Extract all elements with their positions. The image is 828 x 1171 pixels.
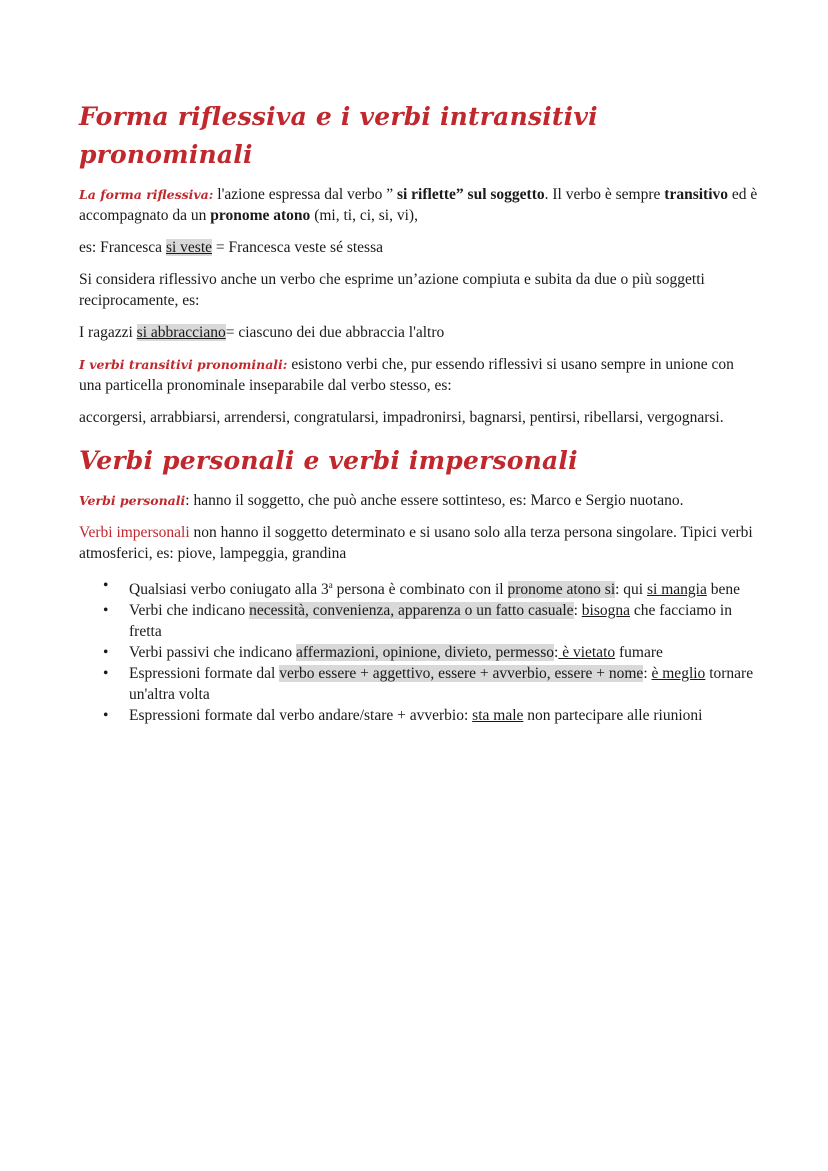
text: Espressioni formate dal	[129, 665, 280, 683]
list-item	[79, 663, 759, 705]
example-si-veste	[79, 237, 759, 258]
paragraph-transitivi-pronominali	[79, 354, 759, 396]
bold-text: si riflette” sul soggetto	[396, 186, 545, 203]
text: Qualsiasi verbo coniugato alla 3	[129, 581, 329, 599]
list-item	[79, 575, 759, 600]
text: bene	[706, 581, 740, 599]
example-si-abbracciano	[79, 322, 759, 343]
underlined-text: sta male	[472, 707, 524, 725]
text: Verbi passivi che indicano	[129, 644, 297, 662]
text: I ragazzi	[79, 324, 137, 341]
bullet-icon: •	[103, 602, 109, 620]
bullet-icon: •	[103, 577, 109, 594]
highlighted-text: si veste	[165, 239, 212, 256]
paragraph-verbi-impersonali	[79, 522, 759, 564]
text: tornare un'altra volta	[129, 665, 754, 704]
superscript: a	[328, 580, 333, 590]
section-title-forma-riflessiva: Forma riflessiva e i verbi intransitivi pronominali	[79, 102, 598, 169]
bullet-icon: •	[103, 665, 109, 683]
bold-text: pronome atono	[210, 207, 311, 224]
paragraph-verbi-personali	[79, 490, 759, 511]
text: : qui	[615, 581, 647, 599]
bullet-icon: •	[103, 644, 109, 662]
list-item	[79, 705, 759, 726]
underlined-text: è meglio	[651, 665, 706, 683]
red-term: Verbi impersonali	[79, 524, 190, 541]
bold-text: transitivo	[664, 186, 728, 203]
text: ed è accompagnato da un	[79, 186, 758, 224]
lead-forma-riflessiva: La forma riflessiva:	[79, 187, 214, 202]
highlighted-text: necessità, convenienza, apparenza o un fatto casuale	[249, 602, 574, 620]
text: :	[573, 602, 582, 620]
section-title-verbi-personali: Verbi personali e verbi impersonali	[79, 446, 578, 475]
list-item	[79, 600, 759, 642]
highlighted-text: affermazioni, opinione, divieto, permesso	[296, 644, 554, 662]
text: non partecipare alle riunioni	[523, 707, 703, 725]
text: persona è combinato con il	[332, 581, 508, 599]
text: . Il verbo è sempre	[544, 186, 665, 203]
text: esistono verbi che, pur essendo riflessivi si usano sempre in unione con una particella pronominale inseparabile dal verbo stesso, es:	[79, 356, 734, 394]
bullet-list	[79, 575, 759, 726]
text: non hanno il soggetto determinato e si usano solo alla terza persona singolare. Tipici verbi atmosferici, es: piove, lampeggia, grandina	[79, 524, 753, 562]
lead-transitivi-pronominali: I verbi transitivi pronominali:	[79, 357, 288, 372]
underlined-text: si mangia	[647, 581, 707, 599]
highlighted-text: si abbracciano	[136, 324, 226, 341]
text: = ciascuno dei due abbraccia l'altro	[225, 324, 445, 341]
text: = Francesca veste sé stessa	[212, 239, 383, 256]
text: :	[554, 644, 559, 662]
text: che facciamo in fretta	[129, 602, 732, 641]
text: l'azione espressa dal verbo ”	[213, 186, 397, 203]
underlined-text: è vietato	[558, 644, 616, 662]
text: es: Francesca	[79, 239, 166, 256]
text: :	[643, 665, 652, 683]
text: Espressioni formate dal verbo andare/stare + avverbio:	[129, 707, 473, 725]
paragraph-verb-list: accorgersi, arrabbiarsi, arrendersi, congratularsi, impadronirsi, bagnarsi, pentirsi, ribellarsi, vergognarsi.	[79, 409, 724, 426]
highlighted-text: pronome atono si	[507, 581, 616, 599]
bullet-icon: •	[103, 707, 109, 725]
paragraph-forma-riflessiva	[79, 184, 759, 226]
document-content	[79, 98, 759, 726]
lead-verbi-personali: Verbi personali	[79, 493, 186, 508]
text: : hanno il soggetto, che può anche essere sottinteso, es: Marco e Sergio nuotano.	[185, 492, 684, 509]
paragraph-reciproco: Si considera riflessivo anche un verbo che esprime un’azione compiuta e subita da due o più soggetti reciprocamente, es:	[79, 271, 705, 309]
text: fumare	[615, 644, 663, 662]
underlined-text: bisogna	[581, 602, 630, 620]
list-item	[79, 642, 759, 663]
text: (mi, ti, ci, si, vi),	[310, 207, 418, 224]
text: Verbi che indicano	[129, 602, 250, 620]
highlighted-text: verbo essere + aggettivo, essere + avverbio, essere + nome	[279, 665, 644, 683]
